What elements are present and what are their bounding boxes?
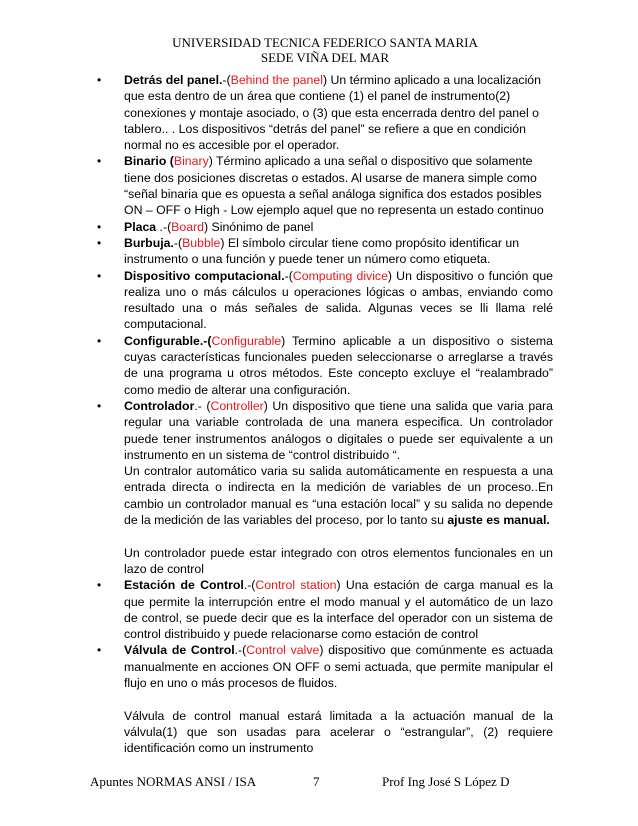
- header-university: UNIVERSIDAD TECNICA FEDERICO SANTA MARIA: [172, 35, 478, 50]
- english-term: Bubble: [182, 235, 221, 250]
- english-term: Controller: [210, 398, 264, 413]
- footer-author: Prof Ing José S López D: [382, 774, 510, 789]
- term: Burbuja.: [124, 235, 174, 250]
- bullet-icon: •: [97, 154, 102, 169]
- term: Dispositivo computacional.: [124, 268, 285, 283]
- footer-course: Apuntes NORMAS ANSI / ISA: [90, 774, 257, 789]
- bullet-icon: •: [97, 235, 102, 250]
- english-term: Behind the panel: [230, 73, 323, 87]
- footer-page-number: 7: [313, 774, 320, 789]
- bullet-icon: •: [97, 219, 102, 234]
- bullet-icon: •: [97, 578, 102, 593]
- glossary-list: [97, 72, 553, 756]
- controller-paragraph-1: Un contralor automático varia su salida automáticamente en respuesta a una entrada directa o indirecta en la medición de variables de un proceso..En cambio un controlador manual es “una estación local” y su salida no depende de la medición de las variables del proceso, por lo tanto su ajuste es manual.: [124, 464, 553, 528]
- english-term: Board: [171, 219, 204, 234]
- term: Binario (: [124, 154, 174, 169]
- term: Placa: [124, 219, 157, 234]
- list-item: • Burbuja.-(Bubble) El símbolo circular tiene como propósito identificar un instrumento o una función y puede tener un número como etiqueta.: [97, 235, 520, 267]
- list-item: • Detrás del panel.-(Behind the panel) Un término aplicado a una localización que esta dentro de un área que contiene (1) el panel de instrumento(2) conexiones y montaje asociado, o (3) que esta encerrada dentro del panel o tablero.. . Los dispositivos “detrás del panel” se refiere a que en condición normal no es accesible por el operador.: [97, 73, 541, 153]
- english-term: Computing divice: [292, 268, 388, 283]
- bullet-icon: •: [97, 73, 102, 87]
- list-item: • Controlador.- (Controller) Un dispositivo que tiene una salida que varia para regular una variable controlada de una manera especifica. Un controlador puede tener instrumentos análogos o digitales o puede ser equivalente a un instrumento en un sistema de “control distribuido “. Un contralor automático varia su salida automáticamente en respuesta a una entrada directa o indirecta en la medición de variables de un proceso..En cambio un controlador manual es “una estación local” y su salida no depende de la medición de las variables del proceso, por lo tanto su ajuste es manual. Un controlador puede estar integrado con otros elementos funcionales en un lazo de control: [97, 398, 553, 576]
- controller-paragraph-2: Un controlador puede estar integrado con otros elementos funcionales en un lazo de control: [124, 545, 553, 576]
- list-item: • Dispositivo computacional.-(Computing divice) Un dispositivo o función que realiza uno o más cálculos u operaciones lógicas o ambas, enviando como resultado una o más señales de salida. Algunas veces se lli llama relé computacional.: [97, 268, 553, 332]
- list-item: • Estación de Control.-(Control station) Una estación de carga manual es la que permite la interrupción entre el modo manual y el automático de un lazo de control, se puede decir que es la interface del operador con un sistema de control distribuido y puede relacionarse como estación de control: [97, 578, 553, 642]
- english-term: Binary: [173, 154, 209, 169]
- term: Estación de Control: [124, 578, 244, 593]
- bullet-icon: •: [97, 643, 102, 658]
- bullet-icon: •: [97, 268, 102, 283]
- term: Válvula de Control: [124, 643, 235, 658]
- english-term: Configurable: [211, 333, 282, 348]
- list-item: • Configurable.-(Configurable) Termino aplicable a un dispositivo o sistema cuyas características funcionales pueden seleccionarse o arreglarse a través de una programa u otros métodos. Este concepto excluye el “realambrado” como medio de alterar una configuración.: [97, 333, 553, 397]
- list-item: • Placa .-(Board) Sinónimo de panel: [97, 219, 314, 234]
- list-item: • Válvula de Control.-(Control valve) dispositivo que comúnmente es actuada manualmente en acciones ON OFF o semi actuada, que permite manipular el flujo en uno o más procesos de fluidos. Válvula de control manual estará limitada a la actuación manual de la válvula(1) que son usadas para acelerar o “estrangular”, (2) requiere identificación como un instrumento: [97, 643, 553, 756]
- bullet-icon: •: [97, 398, 102, 413]
- term: Controlador: [124, 398, 195, 413]
- valve-paragraph: Válvula de control manual estará limitada a la actuación manual de la válvula(1) que son usadas para acelerar o “estrangular”, (2) requiere identificación como un instrumento: [124, 708, 553, 756]
- list-item: • Binario (Binary) Término aplicado a una señal o dispositivo que solamente tiene dos posiciones discretas o estados. Al usarse de manera simple como “señal binaria que es opuesta a señal análoga significa dos estados posibles ON – OFF o High - Low ejemplo aquel que no representa un estado continuo: [97, 154, 544, 218]
- term: Detrás del panel.: [124, 73, 223, 87]
- english-term: Control station: [255, 578, 337, 593]
- header-campus: SEDE VIÑA DEL MAR: [260, 50, 390, 65]
- term: Configurable.-(: [124, 333, 212, 348]
- bullet-icon: •: [97, 333, 102, 348]
- english-term: Control valve: [246, 643, 320, 658]
